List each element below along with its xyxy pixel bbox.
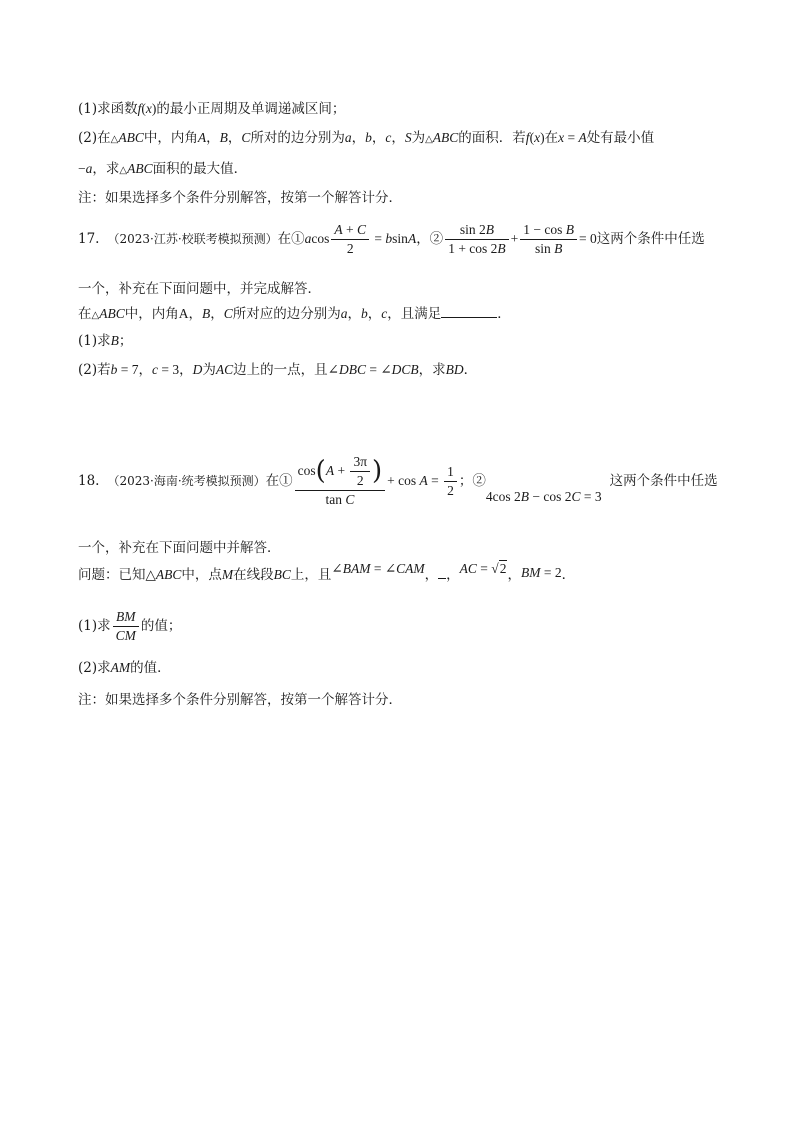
q18-problem: 问题：已知△ABC中，点M在线段BC上，且∠BAM = ∠CAM， ，AC = √2，BM = 2． xyxy=(78,561,576,583)
q18-part2: (2)求AM的值． xyxy=(78,660,171,676)
text: (1)求 xyxy=(78,618,111,635)
q17-line2: 一个，补充在下面问题中，并完成解答． xyxy=(78,281,321,297)
q17-part2: (2)若b = 7，c = 3，D为AC边上的一点，且∠DBC = ∠DCB，求BD． xyxy=(78,362,478,378)
text: (1)求函数 xyxy=(78,101,138,117)
q18-note: 注：如果选择多个条件分别解答，按第一个解答计分． xyxy=(78,692,402,708)
text: (2)求 xyxy=(78,660,111,676)
text: 中，内角 xyxy=(143,130,198,146)
text: ； xyxy=(118,333,133,349)
text: ，且满足 xyxy=(387,306,442,322)
q18-line2: 一个，补充在下面问题中并解答． xyxy=(78,540,281,556)
text: ，② xyxy=(416,231,444,248)
question-number: 18. xyxy=(78,472,100,489)
q16-part1: (1)求函数f(x)的最小正周期及单调递减区间； xyxy=(78,101,346,117)
q16-part2-line1: (2)在△ABC中，内角A，B，C所对的边分别为a，b，c，S为△ABC的面积．若f(x)在x = A处有最小值 xyxy=(78,130,655,146)
text: 在 xyxy=(544,130,559,146)
text: ，求 xyxy=(92,161,120,177)
text: 所对的边分别为 xyxy=(250,130,345,146)
text: 在线段 xyxy=(233,567,274,583)
text: 这两个条件中任选 xyxy=(609,472,718,489)
text: 中，内角 xyxy=(124,306,179,322)
q17-intro: 17. （2023·江苏·校联考模拟预测）在①acos $\frac{A + C}{2}$ = bsinA，② $\frac{\sin 2B}{1 + \cos 2B}$ + $\frac{\text{1 − cos B}}{\text{sin B}}$ = 0这两个条件中任选 xyxy=(78,222,705,257)
question-source: （2023·江苏·校联考模拟预测） xyxy=(107,232,278,247)
text: ，求 xyxy=(418,362,446,378)
q17-line3: 在△ABC中，内角A，B，C所对应的边分别为a，b，c，且满足 ． xyxy=(78,306,511,322)
text: 处有最小值 xyxy=(586,130,655,146)
text: (2)在 xyxy=(78,130,111,146)
text: 在① xyxy=(265,472,293,489)
text: ；② xyxy=(458,472,486,489)
q18-part1: (1)求 $\frac{BM}{CM}$ 的值； xyxy=(78,609,182,644)
text: (2)若 xyxy=(78,362,111,378)
answer-blank xyxy=(441,305,497,318)
q16-note: 注：如果选择多个条件分别解答，按第一个解答计分． xyxy=(78,190,402,206)
answer-blank xyxy=(438,568,446,579)
text: 为 xyxy=(411,130,426,146)
q18-intro: 18. （2023·海南·统考模拟预测）在① cos(A + $\frac{3\pi}{2}$ ) tan C + cos A = $\frac{1}{2}$ ；②4cos 2B − cos 2C = 3这两个条件中任选 xyxy=(78,454,718,508)
question-number: 17. xyxy=(78,231,100,248)
text: 面积的最大值． xyxy=(152,161,248,177)
q16-part2-line2: −a，求△ABC面积的最大值． xyxy=(78,161,248,177)
text: 中，点 xyxy=(181,567,222,583)
text: (1)求 xyxy=(78,333,111,349)
text: 所对应的边分别为 xyxy=(232,306,341,322)
q17-part1: (1)求B； xyxy=(78,333,133,349)
text: 边上的一点，且 xyxy=(233,362,328,378)
question-source: （2023·海南·统考模拟预测） xyxy=(107,473,266,488)
text: 在 xyxy=(78,306,92,322)
text: 在① xyxy=(277,231,305,248)
text: 上，且 xyxy=(290,567,332,583)
text: 的值； xyxy=(140,618,182,635)
text: 问题：已知△ xyxy=(78,567,156,583)
math-fx: f xyxy=(137,101,142,116)
text: 这两个条件中任选 xyxy=(596,231,705,248)
text: 为 xyxy=(202,362,216,378)
text: 的值． xyxy=(130,660,171,676)
text: 的最小正周期及单调递减区间； xyxy=(156,101,346,117)
text: 的面积．若 xyxy=(458,130,526,146)
